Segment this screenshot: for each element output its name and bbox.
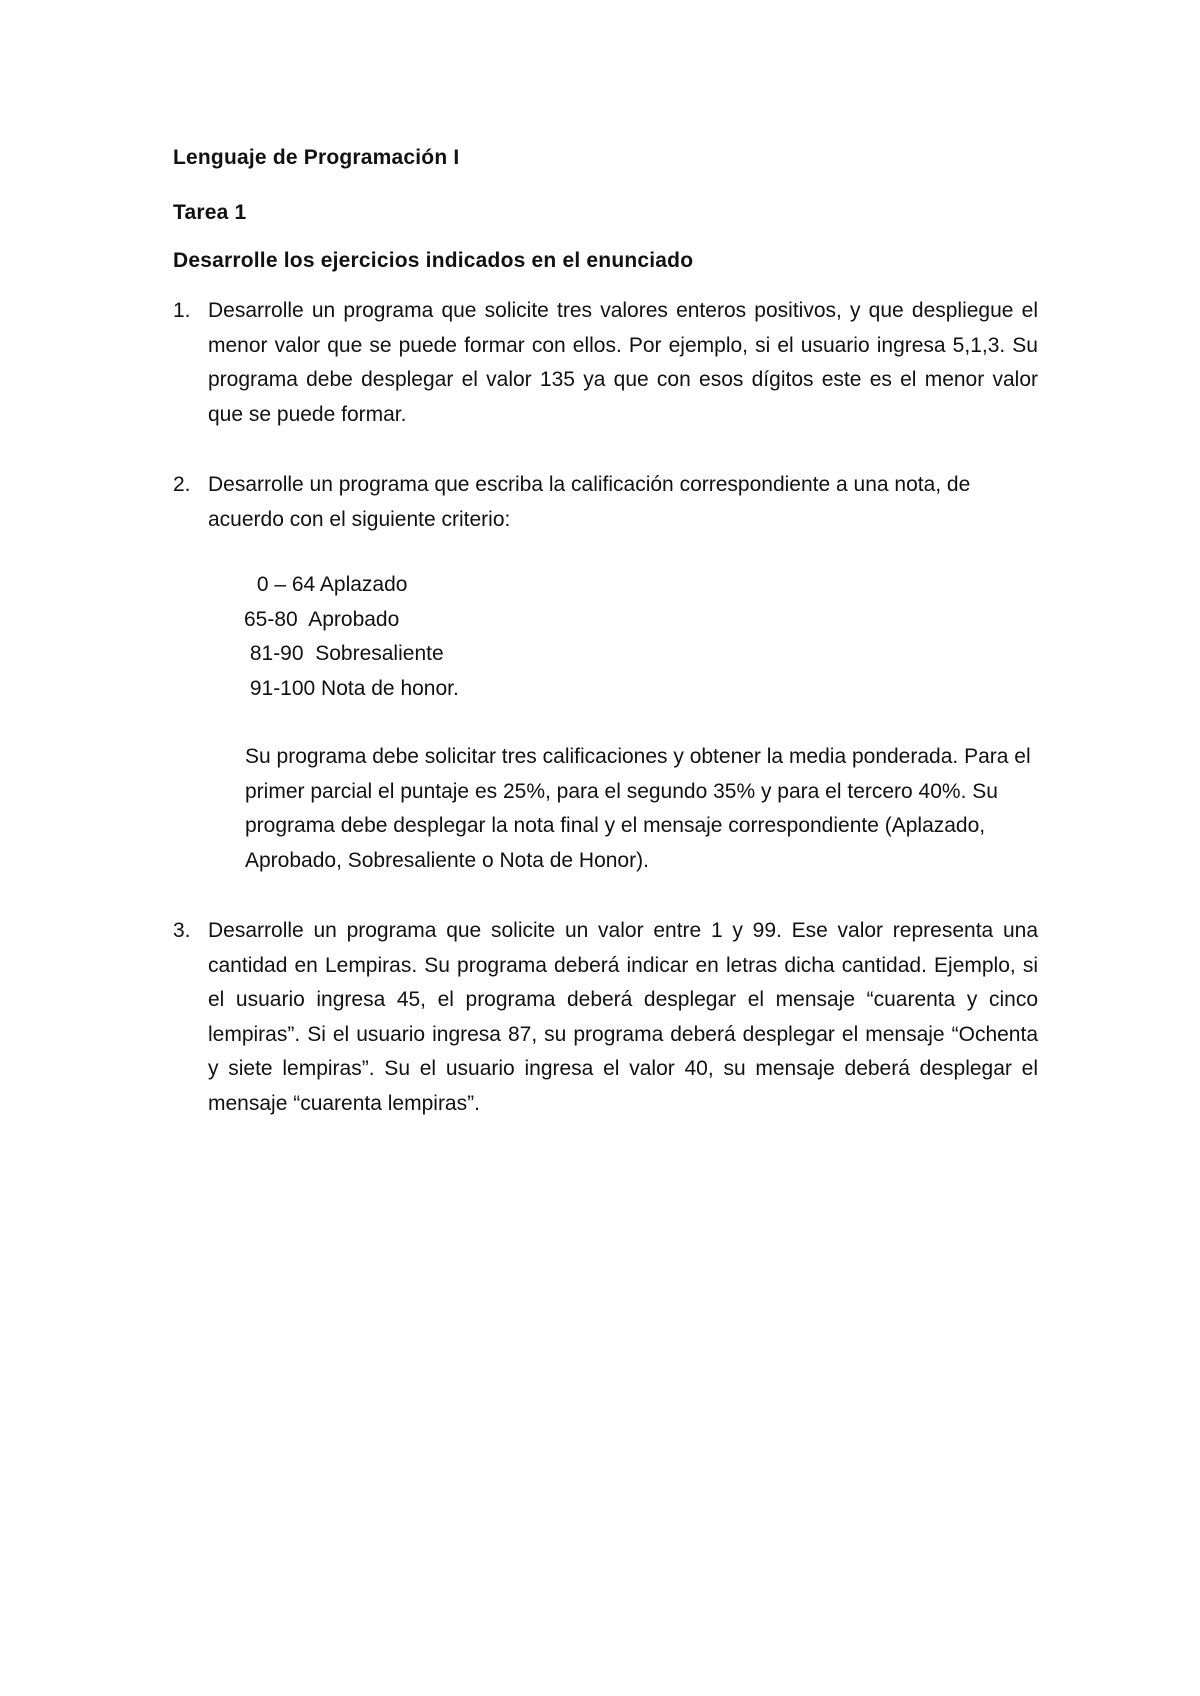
grading-criteria-list (244, 568, 459, 706)
instructions-heading: Desarrolle los ejercicios indicados en el enunciado (173, 249, 694, 272)
exercise-2 (173, 468, 1038, 537)
exercise-3-text: Desarrolle un programa que solicite un valor entre 1 y 99. Ese valor representa una cantidad en Lempiras. Su programa deberá indicar en letras dicha cantidad. Ejemplo, si el usuario ingresa 45, el programa deberá desplegar el mensaje “cuarenta y cinco lempiras”. Si el usuario ingresa 87, su programa deberá desplegar el mensaje “Ochenta y siete lempiras”. Su el usuario ingresa el valor 40, su mensaje deberá desplegar el mensaje “cuarenta lempiras”. (208, 919, 1038, 1115)
exercise-1 (173, 294, 1038, 432)
course-title: Lenguaje de Programación I (173, 146, 460, 169)
grade-range-sobresaliente: 81-90 Sobresaliente (244, 642, 444, 665)
exercise-2-text: Desarrolle un programa que escriba la calificación correspondiente a una nota, de acuerdo con el siguiente criterio: (208, 473, 971, 531)
exercise-2-weighted-text: Su programa debe solicitar tres calificaciones y obtener la media ponderada. Para el primer parcial el puntaje es 25%, para el segundo 35% y para el tercero 40%. Su programa debe desplegar la nota final y el mensaje correspondiente (Aplazado, Aprobado, Sobresaliente o Nota de Honor). (245, 745, 1031, 872)
assignment-title: Tarea 1 (173, 201, 247, 224)
grade-range-nota-de-honor: 91-100 Nota de honor. (244, 676, 459, 700)
exercise-3-number: 3. (173, 919, 191, 942)
grade-range-aprobado: 65-80 Aprobado (244, 607, 400, 631)
exercise-1-number: 1. (173, 299, 191, 322)
exercise-3 (173, 914, 1038, 1121)
exercise-1-text: Desarrolle un programa que solicite tres valores enteros positivos, y que despliegue el menor valor que se puede formar con ellos. Por ejemplo, si el usuario ingresa 5,1,3. Su programa debe desplegar el valor 135 ya que con esos dígitos este es el menor valor que se puede formar. (208, 299, 1038, 426)
grade-range-aplazado: 0 – 64 Aplazado (251, 573, 408, 596)
exercise-2-number: 2. (173, 473, 191, 496)
